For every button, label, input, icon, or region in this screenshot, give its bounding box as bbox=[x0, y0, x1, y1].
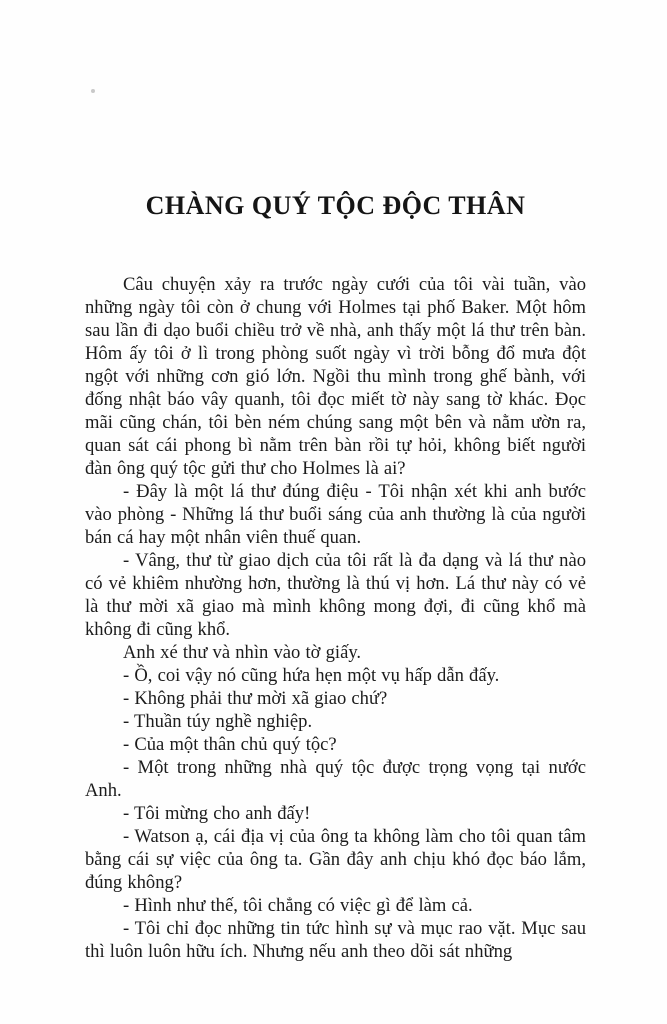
paragraph: - Không phải thư mời xã giao chứ? bbox=[123, 688, 388, 709]
paragraph: - Của một thân chủ quý tộc? bbox=[123, 734, 337, 755]
paragraph: - Tôi chỉ đọc những tin tức hình sự và mục rao vặt. Mục sau thì luôn luôn hữu ích. Nhưng nếu anh theo dõi sát những bbox=[85, 918, 586, 962]
paragraph: - Một trong những nhà quý tộc được trọng vọng tại nước Anh. bbox=[85, 757, 586, 801]
paragraph: - Tôi mừng cho anh đấy! bbox=[123, 803, 311, 824]
paragraph: - Đây là một lá thư đúng điệu - Tôi nhận xét khi anh bước vào phòng - Những lá thư buổi sáng của anh thường là của người bán cá hay một nhân viên thuế quan. bbox=[85, 481, 586, 548]
paragraph: Anh xé thư và nhìn vào tờ giấy. bbox=[123, 642, 362, 663]
paragraph: - Vâng, thư từ giao dịch của tôi rất là đa dạng và lá thư nào có vẻ khiêm nhường hơn, thường là thú vị hơn. Lá thư này có vẻ là thư mời xã giao mà mình không mong đợi, đi cũng khổ mà không đi cũng khổ. bbox=[85, 550, 586, 640]
paragraph: - Ồ, coi vậy nó cũng hứa hẹn một vụ hấp dẫn đấy. bbox=[123, 665, 500, 686]
paragraph: Câu chuyện xảy ra trước ngày cưới của tôi vài tuần, vào những ngày tôi còn ở chung với Holmes tại phố Baker. Một hôm sau lần đi dạo buổi chiều trở về nhà, anh thấy một lá thư trên bàn. Hôm ấy tôi ở lì trong phòng suốt ngày vì trời bỗng đổ mưa đột ngột với những cơn gió lớn. Ngồi thu mình trong ghế bành, với đống nhật báo vây quanh, tôi đọc miết tờ này sang tờ khác. Đọc mãi cũng chán, tôi bèn ném chúng sang một bên và nằm ườn ra, quan sát cái phong bì nằm trên bàn rồi tự hỏi, không biết người đàn ông quý tộc gửi thư cho Holmes là ai? bbox=[85, 274, 586, 479]
paragraph: - Thuần túy nghề nghiệp. bbox=[123, 711, 313, 732]
chapter-title: CHÀNG QUÝ TỘC ĐỘC THÂN bbox=[145, 191, 526, 220]
page-content bbox=[85, 191, 586, 963]
body-text bbox=[85, 273, 586, 963]
scan-speck bbox=[91, 89, 95, 93]
paragraph: - Watson ạ, cái địa vị của ông ta không làm cho tôi quan tâm bằng cái sự việc của ông ta. Gần đây anh chịu khó đọc báo lắm, đúng không? bbox=[85, 826, 586, 893]
paragraph: - Hình như thế, tôi chẳng có việc gì để làm cả. bbox=[123, 895, 473, 916]
